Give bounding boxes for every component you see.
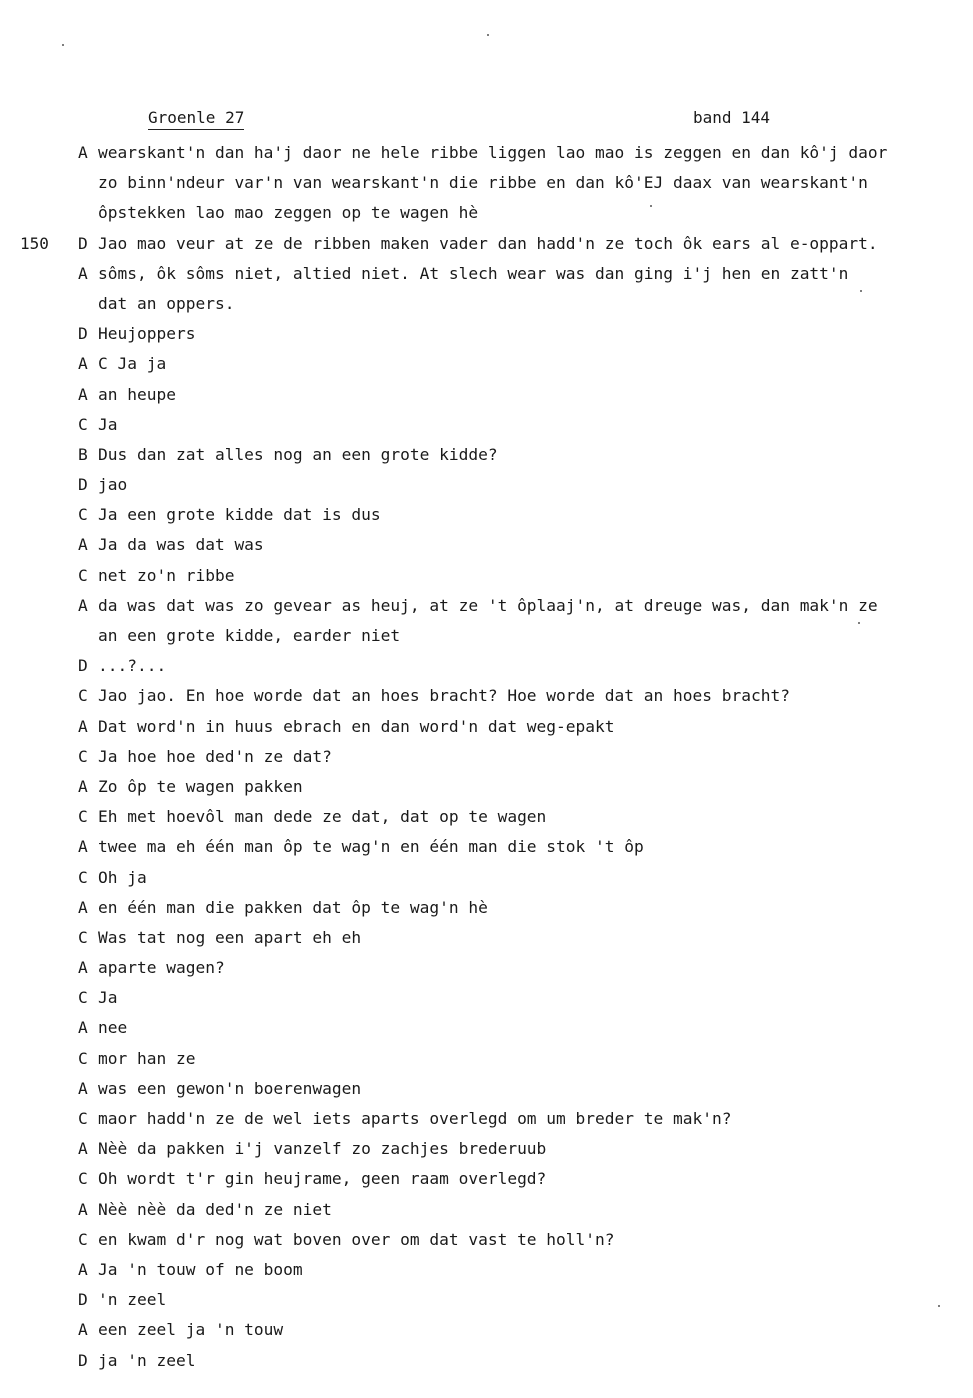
transcript-line: [78, 832, 938, 862]
utterance-text: Ja hoe hoe ded'n ze dat?: [98, 746, 332, 766]
transcript-line: [78, 380, 938, 410]
speaker-label: D: [78, 1290, 88, 1310]
transcript-line: [78, 319, 938, 349]
speaker-label: A: [78, 1259, 88, 1279]
speaker-label: A: [78, 595, 88, 615]
transcript-line: [78, 1074, 938, 1104]
utterance-text: Jao mao veur at ze de ribben maken vader dan hadd'n ze toch ôk ears al e-oppart.: [98, 233, 878, 253]
utterance-text: twee ma eh één man ôp te wag'n en één man die stok 't ôp: [98, 837, 644, 857]
utterance-text: Ja 'n touw of ne boom: [98, 1259, 303, 1279]
transcript-line: [78, 712, 938, 742]
utterance-text: Nèè da pakken i'j vanzelf zo zachjes brederuub: [98, 1139, 547, 1159]
speaker-label: A: [78, 837, 88, 857]
utterance-text: ôpstekken lao mao zeggen op te wagen hè: [98, 203, 479, 223]
transcript-line: [78, 651, 938, 681]
transcript-line: [20, 229, 938, 259]
utterance-text: 'n zeel: [98, 1290, 167, 1310]
utterance-text: mor han ze: [98, 1048, 196, 1068]
transcript-line: [78, 1044, 938, 1074]
utterance-text: Heujoppers: [98, 324, 196, 344]
transcript-line: [78, 259, 938, 289]
utterance-text: en kwam d'r nog wat boven over om dat vast te holl'n?: [98, 1229, 615, 1249]
transcript-line: [78, 138, 938, 168]
transcript-body: [20, 138, 938, 1376]
transcript-line: [78, 289, 938, 319]
speaker-label: A: [78, 716, 88, 736]
scan-speck: [938, 1305, 940, 1307]
utterance-text: Ja: [98, 414, 118, 434]
speaker-label: A: [78, 143, 88, 162]
speaker-label: A: [78, 1139, 88, 1159]
transcript-line: [78, 168, 938, 198]
utterance-text: wearskant'n dan ha'j daor ne hele ribbe liggen lao mao is zeggen en dan kô'j daor: [98, 143, 888, 162]
place-title: Groenle 27: [148, 108, 244, 130]
speaker-label: C: [78, 1169, 88, 1189]
transcript-line: [78, 1104, 938, 1134]
speaker-label: A: [78, 776, 88, 796]
utterance-text: an heupe: [98, 384, 176, 404]
speaker-label: A: [78, 263, 88, 283]
utterance-text: Ja da was dat was: [98, 535, 264, 555]
line-number: 150: [20, 233, 49, 253]
page-header: [148, 108, 788, 132]
transcript-line: [78, 742, 938, 772]
transcript-line: [78, 923, 938, 953]
scan-speck: [650, 205, 652, 207]
utterance-text: ja 'n zeel: [98, 1350, 196, 1370]
scan-speck: [858, 622, 860, 624]
transcript-line: [78, 1195, 938, 1225]
scan-speck: [860, 290, 862, 292]
transcript-line: [78, 802, 938, 832]
speaker-label: C: [78, 1229, 88, 1249]
speaker-label: C: [78, 1048, 88, 1068]
utterance-text: da was dat was zo gevear as heuj, at ze 't ôplaaj'n, at dreuge was, dan mak'n ze: [98, 595, 878, 615]
utterance-text: Ja: [98, 988, 118, 1008]
transcript-line: [78, 983, 938, 1013]
speaker-label: D: [78, 475, 88, 495]
transcript-line: [78, 772, 938, 802]
utterance-text: ...?...: [98, 656, 167, 676]
speaker-label: A: [78, 384, 88, 404]
transcript-line: [78, 500, 938, 530]
speaker-label: A: [78, 1199, 88, 1219]
utterance-text: maor hadd'n ze de wel iets aparts overlegd om um breder te mak'n?: [98, 1109, 732, 1128]
speaker-label: C: [78, 867, 88, 887]
speaker-label: C: [78, 807, 88, 827]
speaker-label: C: [78, 746, 88, 766]
transcript-line: [78, 953, 938, 983]
speaker-label: C: [78, 414, 88, 434]
utterance-text: Eh met hoevôl man dede ze dat, dat op te wagen: [98, 807, 547, 827]
transcript-line: [78, 198, 938, 228]
transcript-line: [78, 349, 938, 379]
speaker-label: D: [78, 324, 88, 344]
transcript-line: [78, 863, 938, 893]
utterance-text: dat an oppers.: [98, 293, 235, 313]
speaker-label: A: [78, 1320, 88, 1340]
transcript-line: [78, 1255, 938, 1285]
speaker-label: C: [78, 1109, 88, 1128]
speaker-label: D: [78, 1350, 88, 1370]
utterance-text: aparte wagen?: [98, 958, 225, 978]
utterance-text: an een grote kidde, earder niet: [98, 626, 401, 645]
utterance-text: Nèè nèè da ded'n ze niet: [98, 1199, 332, 1219]
transcript-line: [78, 561, 938, 591]
utterance-text: Oh wordt t'r gin heujrame, geen raam overlegd?: [98, 1169, 547, 1189]
utterance-text: Ja een grote kidde dat is dus: [98, 505, 381, 525]
speaker-label: D: [78, 656, 88, 676]
scan-speck: [62, 44, 64, 46]
utterance-text: net zo'n ribbe: [98, 565, 235, 585]
utterance-text: sôms, ôk sôms niet, altied niet. At slech wear was dan ging i'j hen en zatt'n: [98, 263, 849, 283]
utterance-text: en één man die pakken dat ôp te wag'n hè: [98, 897, 488, 917]
transcript-line: [78, 530, 938, 560]
speaker-label: C: [78, 988, 88, 1008]
transcript-line: [78, 591, 938, 621]
transcript-line: [78, 1315, 938, 1345]
speaker-label: D: [78, 233, 88, 253]
speaker-label: C: [78, 927, 88, 947]
band-number: band 144: [693, 108, 771, 127]
transcript-line: [78, 621, 938, 651]
scan-speck: [487, 34, 489, 36]
transcript-line: [78, 1346, 938, 1376]
utterance-text: zo binn'ndeur var'n van wearskant'n die ribbe en dan kô'EJ daax van wearskant'n: [98, 173, 868, 193]
speaker-label: A: [78, 958, 88, 978]
utterance-text: was een gewon'n boerenwagen: [98, 1078, 362, 1098]
speaker-label: C: [78, 686, 88, 706]
speaker-label: A: [78, 1018, 88, 1038]
transcript-line: [78, 1134, 938, 1164]
transcript-line: [78, 681, 938, 711]
utterance-text: jao: [98, 475, 128, 495]
speaker-label: A: [78, 354, 88, 374]
utterance-text: C Ja ja: [98, 354, 167, 374]
transcript-line: [78, 470, 938, 500]
speaker-label: B: [78, 444, 88, 464]
transcript-line: [78, 893, 938, 923]
transcript-line: [78, 1225, 938, 1255]
utterance-text: Dus dan zat alles nog an een grote kidde?: [98, 444, 498, 464]
utterance-text: Was tat nog een apart eh eh: [98, 927, 362, 947]
utterance-text: Jao jao. En hoe worde dat an hoes bracht? Hoe worde dat an hoes bracht?: [98, 686, 790, 706]
speaker-label: A: [78, 897, 88, 917]
speaker-label: A: [78, 1078, 88, 1098]
speaker-label: C: [78, 505, 88, 525]
utterance-text: nee: [98, 1018, 128, 1038]
utterance-text: een zeel ja 'n touw: [98, 1320, 284, 1340]
speaker-label: C: [78, 565, 88, 585]
transcript-line: [78, 1164, 938, 1194]
transcript-line: [78, 410, 938, 440]
transcript-line: [78, 1013, 938, 1043]
transcript-line: [78, 440, 938, 470]
utterance-text: Oh ja: [98, 867, 147, 887]
speaker-label: A: [78, 535, 88, 555]
transcript-line: [78, 1285, 938, 1315]
utterance-text: Dat word'n in huus ebrach en dan word'n dat weg-epakt: [98, 716, 615, 736]
utterance-text: Zo ôp te wagen pakken: [98, 776, 303, 796]
